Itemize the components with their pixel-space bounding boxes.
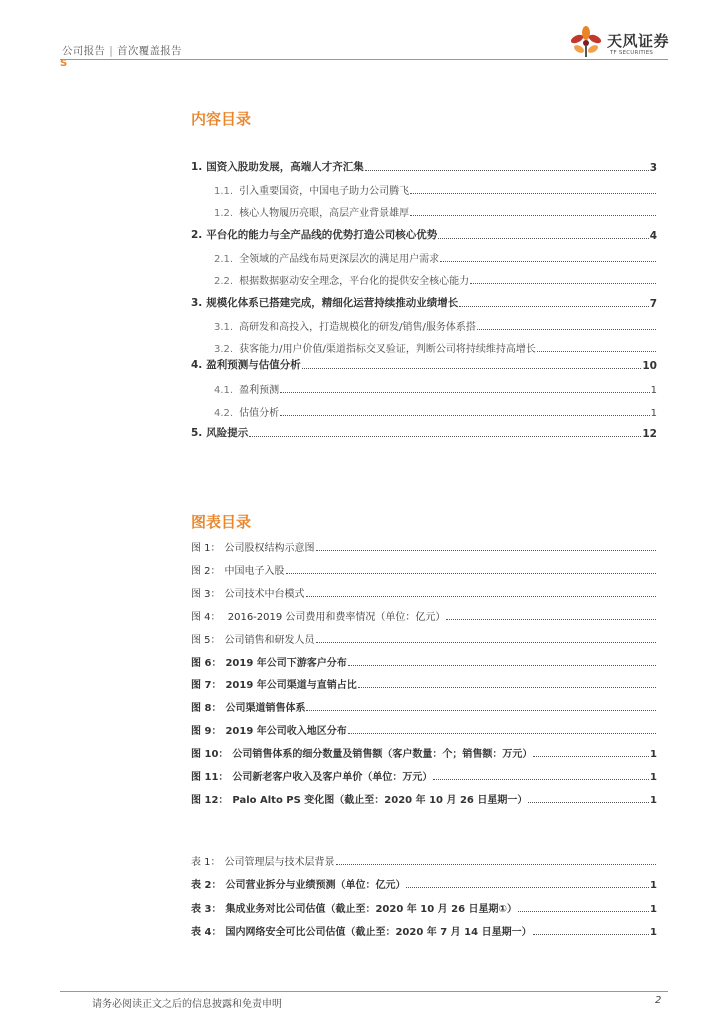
toc-page-number: 1 — [650, 880, 657, 892]
toc-entry-number: 图 9： — [191, 726, 222, 738]
toc-leader-dots — [446, 619, 656, 620]
toc-entry-label — [214, 204, 409, 219]
toc-page-number: 10 — [642, 360, 657, 372]
toc-leader-dots — [249, 436, 641, 437]
toc-entry-number: 图 1： — [191, 543, 221, 554]
toc-entry-label — [191, 699, 305, 714]
toc-entry-label — [191, 631, 315, 646]
toc-entry-number: 表 2： — [191, 880, 222, 892]
toc-entry-label — [191, 791, 527, 806]
toc-leader-dots — [336, 864, 656, 865]
toc-entry-label — [214, 250, 439, 265]
toc-leader-dots — [518, 911, 649, 912]
flower-logo-icon — [568, 24, 604, 60]
toc-entry-number: 图 7： — [191, 680, 222, 692]
toc-entry-label — [191, 768, 432, 783]
toc-leader-dots — [470, 283, 656, 284]
toc-entry-number: 图 2： — [191, 565, 221, 577]
toc-entry-label — [191, 585, 305, 600]
toc-entry-number: 4. — [191, 359, 203, 371]
toc-subsection-entry[interactable] — [214, 249, 657, 265]
figure-list-entry[interactable] — [191, 630, 657, 646]
table-list-entry[interactable] — [191, 852, 657, 868]
toc-entry-number: 图 12： — [191, 794, 229, 806]
toc-entry-label — [191, 722, 347, 737]
toc-entry-title: 核心人物履历亮眼，高层产业背景雄厚 — [239, 208, 410, 219]
toc-entry-label — [191, 853, 335, 868]
toc-entry-number: 图 10： — [191, 749, 229, 761]
toc-leader-dots — [286, 573, 656, 574]
toc-entry-number: 表 1： — [191, 857, 221, 868]
toc-entry-title: 公司技术中台模式 — [224, 588, 305, 600]
toc-leader-dots — [358, 687, 656, 688]
toc-subsection-entry[interactable] — [214, 380, 657, 396]
toc-entry-title: 高研发和高投入，打造规模化的研发/销售/服务体系搭 — [239, 322, 476, 333]
toc-entry-label — [191, 425, 248, 440]
toc-entry-label — [191, 608, 445, 623]
toc-entry-title: 盈利预测 — [239, 385, 280, 396]
toc-entry-number: 表 4： — [191, 926, 222, 938]
toc-entry-label — [191, 562, 285, 577]
toc-section-entry[interactable] — [191, 226, 657, 242]
toc-section-entry[interactable] — [191, 424, 657, 440]
toc-entry-number: 图 8： — [191, 703, 222, 715]
toc-entry-number: 3.1. — [214, 322, 234, 333]
toc-leader-dots — [280, 415, 650, 416]
toc-leader-dots — [280, 392, 650, 393]
toc-entry-number: 1. — [191, 161, 203, 173]
toc-leader-dots — [306, 596, 656, 597]
figure-list-entry[interactable] — [191, 721, 657, 737]
toc-entry-title: 风险提示 — [206, 427, 249, 439]
toc-entry-title: 获客能力/用户价值/渠道指标交叉验证，判断公司将持续维持高增长 — [239, 344, 536, 355]
toc-entry-label — [191, 745, 532, 760]
toc-entry-label — [191, 159, 364, 174]
toc-entry-label — [214, 404, 279, 419]
figure-list-entry[interactable] — [191, 607, 657, 623]
toc-leader-dots — [410, 215, 656, 216]
toc-subsection-entry[interactable] — [214, 271, 657, 287]
toc-page-number: 1 — [650, 794, 657, 806]
page-number: 2 — [655, 995, 662, 1006]
toc-entry-number: 图 6： — [191, 657, 222, 669]
toc-entry-title: 公司销售和研发人员 — [224, 634, 315, 646]
figure-list-entry[interactable] — [191, 790, 657, 806]
toc-page-number: 7 — [649, 298, 657, 310]
toc-leader-dots — [316, 550, 656, 551]
contents-title: 内容目录 — [191, 110, 252, 128]
toc-entry-title: 2019 年公司收入地区分布 — [225, 726, 347, 738]
toc-entry-number: 4.2. — [214, 408, 234, 419]
toc-leader-dots — [433, 779, 649, 780]
toc-subsection-entry[interactable] — [214, 203, 657, 219]
toc-entry-title: 根据数据驱动安全理念，平台化的提供安全核心能力 — [239, 276, 470, 287]
toc-subsection-entry[interactable] — [214, 317, 657, 333]
toc-leader-dots — [459, 306, 648, 307]
toc-entry-number: 2.1. — [214, 254, 234, 265]
toc-entry-label — [214, 272, 469, 287]
figure-list-entry[interactable] — [191, 767, 657, 783]
toc-page-number: 1 — [650, 772, 657, 783]
header-separator: | — [109, 45, 114, 57]
figure-list-entry[interactable] — [191, 584, 657, 600]
toc-page-number: 3 — [649, 162, 657, 174]
toc-leader-dots — [438, 238, 648, 239]
toc-leader-dots — [477, 329, 656, 330]
figure-list-entry[interactable] — [191, 653, 657, 669]
toc-entry-label — [214, 318, 476, 333]
figure-list-entry[interactable] — [191, 561, 657, 577]
toc-entry-label — [214, 381, 279, 396]
table-list-entry[interactable] — [191, 875, 657, 891]
toc-entry-label — [214, 182, 409, 197]
toc-entry-number: 1.1. — [214, 186, 234, 197]
table-list-entry[interactable] — [191, 899, 657, 915]
toc-entry-label — [191, 676, 357, 691]
toc-entry-title: 公司销售体系的细分数量及销售额（客户数量：个；销售额：万元） — [232, 749, 533, 761]
toc-entry-label — [191, 876, 405, 891]
table-list-entry[interactable] — [191, 922, 657, 938]
toc-entry-title: 国资入股助发展，高端人才齐汇集 — [206, 161, 364, 173]
toc-leader-dots — [316, 642, 656, 643]
toc-section-entry[interactable] — [191, 356, 657, 372]
toc-leader-dots — [348, 733, 656, 734]
toc-entry-number: 5. — [191, 427, 203, 439]
toc-entry-number: 2. — [191, 229, 203, 241]
toc-page-number: 1 — [650, 926, 657, 938]
toc-entry-number: 1.2. — [214, 208, 234, 219]
toc-entry-label — [191, 654, 347, 669]
toc-entry-title: 规模化体系已搭建完成，精细化运营持续推动业绩增长 — [206, 297, 459, 309]
report-type: 公司报告 — [62, 45, 106, 57]
brand-name: 天风证券 — [607, 32, 670, 50]
header-mark: S — [60, 58, 68, 69]
toc-leader-dots — [365, 170, 649, 171]
toc-entry-label — [191, 923, 532, 938]
toc-entry-title: 全领域的产品线布局更深层次的满足用户需求 — [239, 254, 440, 265]
toc-entry-number: 3.2. — [214, 344, 234, 355]
toc-page-number: 1 — [650, 385, 657, 396]
report-subtype: 首次覆盖报告 — [117, 45, 182, 57]
toc-entry-title: 公司渠道销售体系 — [225, 703, 306, 715]
toc-entry-number: 3. — [191, 297, 203, 309]
toc-section-entry[interactable] — [191, 294, 657, 310]
report-category — [62, 43, 182, 58]
toc-leader-dots — [533, 934, 649, 935]
toc-entry-title: 中国电子入股 — [224, 565, 285, 577]
toc-entry-title: 盈利预测与估值分析 — [206, 359, 301, 371]
toc-leader-dots — [533, 756, 649, 757]
toc-leader-dots — [406, 887, 649, 888]
toc-leader-dots — [528, 802, 649, 803]
toc-entry-title: 2019 年公司渠道与直销占比 — [225, 680, 357, 692]
figure-list-entry[interactable] — [191, 698, 657, 714]
toc-leader-dots — [537, 351, 656, 352]
toc-entry-title: 集成业务对比公司估值（截止至：2020 年 10 月 26 日星期①） — [225, 903, 517, 915]
figure-list-entry[interactable] — [191, 744, 657, 760]
toc-leader-dots — [348, 665, 656, 666]
toc-entry-title: 公司营业拆分与业绩预测（单位：亿元） — [225, 880, 406, 892]
toc-leader-dots — [440, 261, 656, 262]
toc-entry-number: 图 4： — [191, 611, 221, 623]
toc-subsection-entry[interactable] — [214, 181, 657, 197]
toc-entry-title: 估值分析 — [239, 408, 280, 419]
toc-entry-number: 图 3： — [191, 588, 221, 600]
toc-entry-label — [191, 539, 315, 554]
toc-entry-title: Palo Alto PS 变化图（截止至：2020 年 10 月 26 日星期一） — [232, 794, 528, 806]
toc-entry-number: 表 3： — [191, 903, 222, 915]
figures-title: 图表目录 — [191, 513, 252, 531]
toc-entry-label — [191, 227, 437, 242]
toc-entry-number: 图 5： — [191, 634, 221, 646]
toc-entry-title: 2016-2019 公司费用和费率情况（单位：亿元） — [224, 611, 446, 623]
toc-page-number: 1 — [650, 903, 657, 915]
toc-leader-dots — [410, 193, 656, 194]
toc-page-number: 4 — [649, 230, 657, 242]
toc-section-entry[interactable] — [191, 158, 657, 174]
toc-entry-title: 公司管理层与技术层背景 — [224, 857, 335, 868]
toc-page-number: 1 — [650, 749, 657, 761]
toc-entry-title: 引入重要国资，中国电子助力公司腾飞 — [239, 186, 410, 197]
toc-subsection-entry[interactable] — [214, 403, 657, 419]
toc-entry-title: 2019 年公司下游客户分布 — [225, 657, 347, 669]
toc-entry-number: 图 11： — [191, 772, 229, 783]
toc-leader-dots — [306, 710, 656, 711]
figure-list-entry[interactable] — [191, 538, 657, 554]
disclaimer-link[interactable]: 请务必阅读正文之后的信息披露和免责申明 — [92, 999, 282, 1010]
toc-entry-label — [191, 357, 301, 372]
toc-page-number: 12 — [642, 428, 657, 440]
toc-entry-label — [214, 340, 536, 355]
toc-entry-title: 公司股权结构示意图 — [224, 543, 315, 554]
toc-entry-number: 4.1. — [214, 385, 234, 396]
toc-entry-title: 公司新老客户收入及客户单价（单位：万元） — [232, 772, 433, 783]
toc-page-number: 1 — [650, 408, 657, 419]
toc-entry-number: 2.2. — [214, 276, 234, 287]
brand-name-en: TF SECURITIES — [610, 50, 654, 56]
footer-divider — [60, 991, 668, 992]
toc-leader-dots — [302, 368, 642, 369]
toc-entry-title: 国内网络安全可比公司估值（截止至：2020 年 7 月 14 日星期一） — [225, 926, 532, 938]
toc-entry-title: 平台化的能力与全产品线的优势打造公司核心优势 — [206, 229, 438, 241]
toc-entry-label — [191, 900, 517, 915]
toc-entry-label — [191, 295, 458, 310]
toc-subsection-entry[interactable] — [214, 339, 657, 355]
figure-list-entry[interactable] — [191, 675, 657, 691]
